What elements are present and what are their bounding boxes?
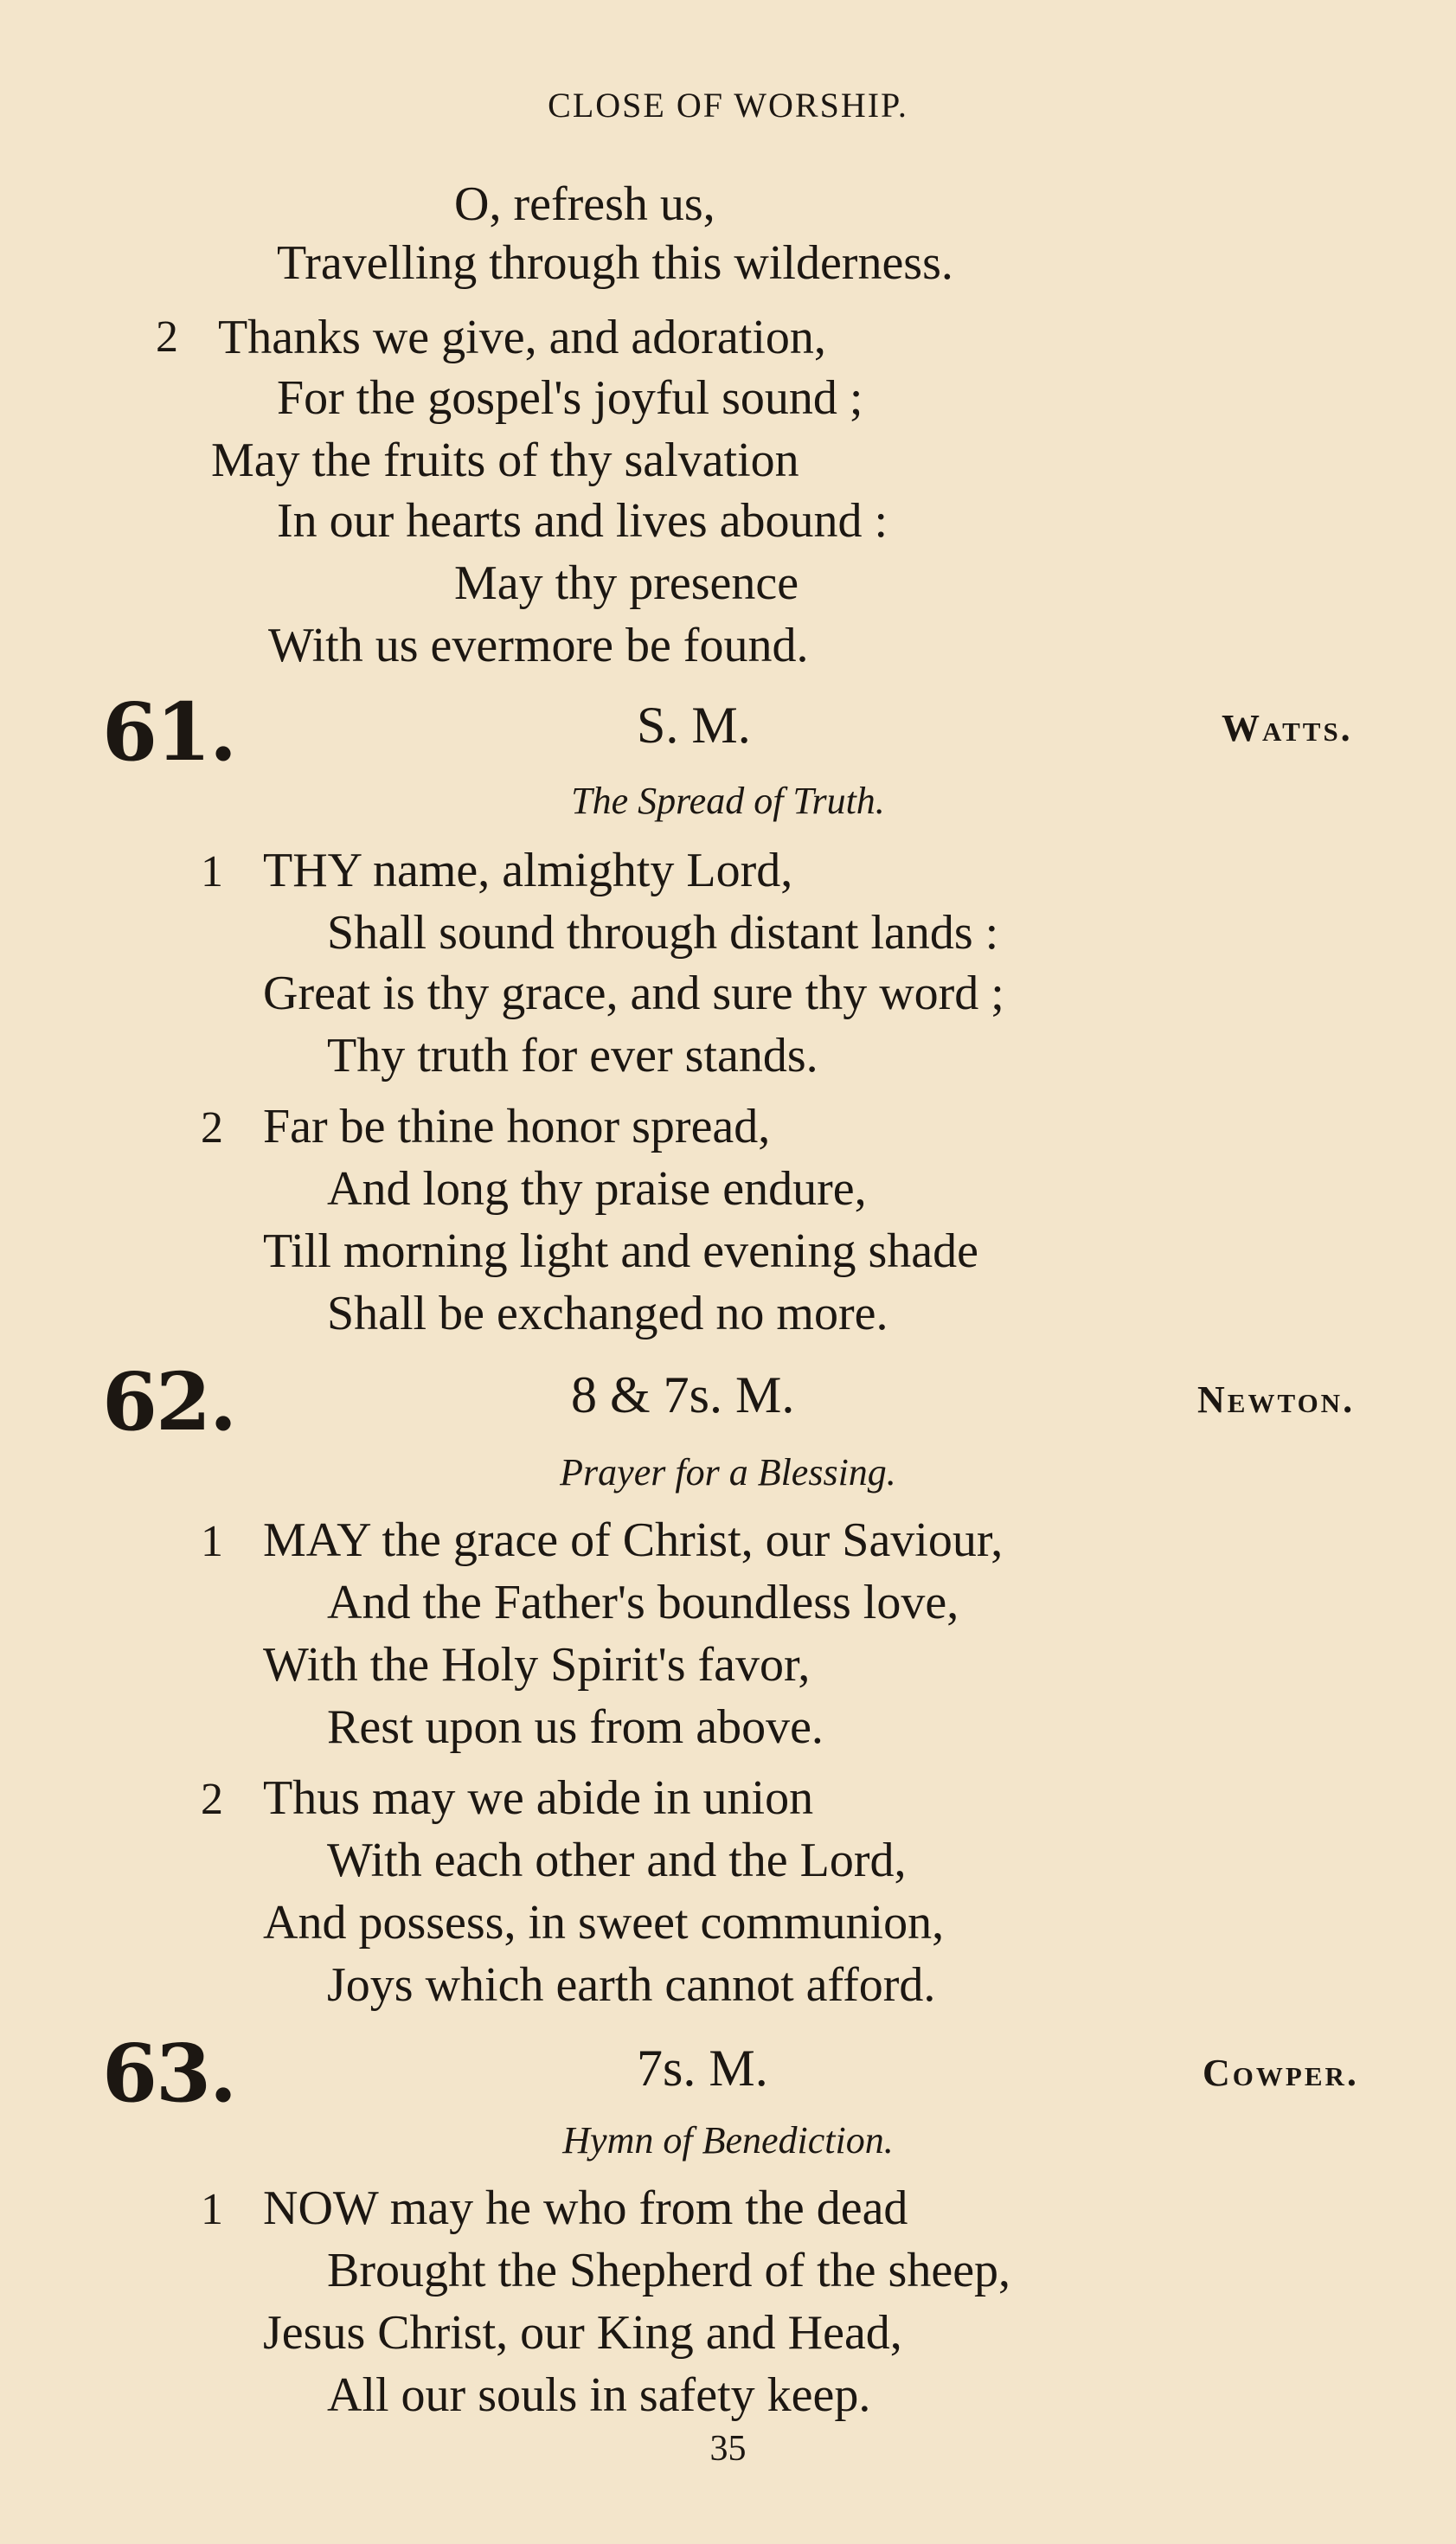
- verse-line: All our souls in safety keep.: [327, 2368, 871, 2422]
- hymn-author: Cowper.: [1203, 2052, 1359, 2094]
- verse-line: Joys which earth cannot afford.: [327, 1958, 936, 2012]
- verse-line: Thus may we abide in union: [263, 1771, 814, 1825]
- verse-line: And the Father's boundless love,: [327, 1576, 959, 1629]
- verse-number: 2: [156, 312, 178, 362]
- hymn-meter: 8 & 7s. M.: [571, 1366, 795, 1423]
- hymn-number: 61.: [102, 685, 236, 779]
- verse-line: Thanks we give, and adoration,: [218, 311, 826, 364]
- verse-number: 1: [201, 847, 223, 896]
- verse-line: Travelling through this wilderness.: [277, 236, 953, 290]
- hymn-meter: S. M.: [637, 697, 751, 754]
- verse-line: Jesus Christ, our King and Head,: [263, 2306, 902, 2360]
- verse-number: 2: [201, 1775, 223, 1824]
- running-head: CLOSE OF WORSHIP.: [548, 86, 908, 125]
- verse-line: Shall sound through distant lands :: [327, 906, 999, 960]
- verse-line: Shall be exchanged no more.: [327, 1287, 888, 1340]
- verse-line: Great is thy grace, and sure thy word ;: [263, 967, 1004, 1020]
- verse-line: With us evermore be found.: [268, 619, 809, 672]
- verse-line: And possess, in sweet communion,: [263, 1896, 945, 1950]
- hymn-number: 62.: [102, 1355, 236, 1449]
- hymn-title: The Spread of Truth.: [571, 780, 885, 822]
- verse-line: MAY the grace of Christ, our Saviour,: [263, 1513, 1004, 1567]
- page-number: 35: [709, 2429, 747, 2469]
- verse-line: In our hearts and lives abound :: [277, 494, 888, 548]
- verse-number: 1: [201, 2185, 223, 2234]
- verse-line: May thy presence: [454, 556, 799, 610]
- hymn-author: Watts.: [1222, 707, 1353, 749]
- hymn-title: Hymn of Benediction.: [562, 2119, 894, 2162]
- hymn-number: 63.: [102, 2027, 236, 2120]
- verse-line: Till morning light and evening shade: [263, 1224, 978, 1278]
- verse-line: NOW may he who from the dead: [263, 2181, 908, 2235]
- verse-line: And long thy praise endure,: [327, 1162, 867, 1216]
- verse-line: Rest upon us from above.: [327, 1700, 824, 1754]
- verse-line: May the fruits of thy salvation: [211, 434, 799, 487]
- verse-line: With the Holy Spirit's favor,: [263, 1638, 811, 1692]
- hymn-meter: 7s. M.: [637, 2040, 768, 2097]
- verse-line: Far be thine honor spread,: [263, 1100, 771, 1153]
- verse-line: For the gospel's joyful sound ;: [277, 371, 863, 425]
- verse-number: 1: [201, 1517, 223, 1566]
- hymn-title: Prayer for a Blessing.: [560, 1451, 896, 1494]
- verse-line: Brought the Shepherd of the sheep,: [327, 2244, 1011, 2297]
- verse-line: THY name, almighty Lord,: [263, 844, 793, 897]
- verse-number: 2: [201, 1103, 223, 1153]
- verse-line: With each other and the Lord,: [327, 1834, 907, 1887]
- verse-line: Thy truth for ever stands.: [327, 1029, 818, 1082]
- hymn-author: Newton.: [1197, 1378, 1356, 1421]
- verse-line: O, refresh us,: [454, 177, 715, 231]
